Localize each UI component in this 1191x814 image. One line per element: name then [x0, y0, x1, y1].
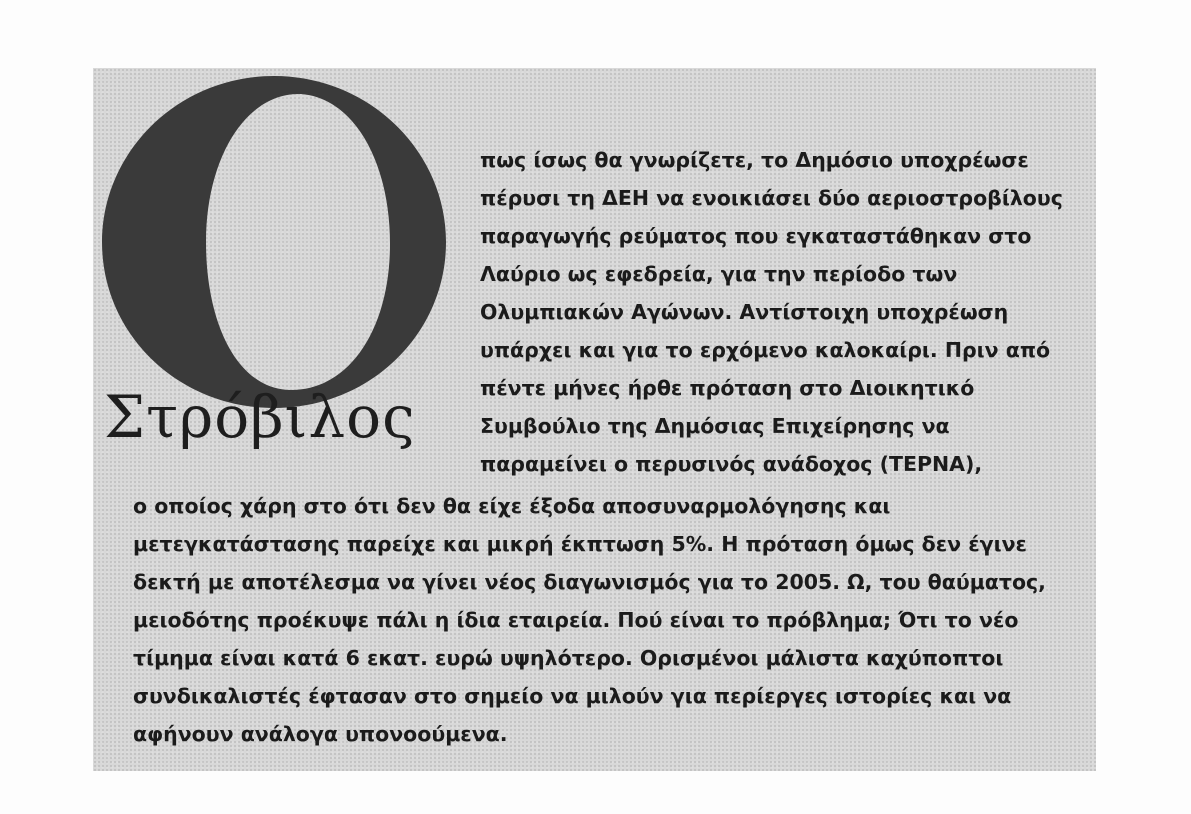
body-line: τίμημα είναι κατά 6 εκατ. ευρώ υψηλότερο. Ορισμένοι μάλιστα καχύποπτοι [133, 646, 1004, 670]
body-line: υπάρχει και για το ερχόμενο καλοκαίρι. Πριν από [480, 338, 1051, 362]
body-line: παραγωγής ρεύματος που εγκαταστάθηκαν στο [480, 224, 1032, 248]
body-line: πως ίσως θα γνωρίζετε, το Δημόσιο υποχρέωσε [480, 148, 1029, 172]
body-line: Λαύριο ως εφεδρεία, για την περίοδο των [480, 262, 958, 286]
body-line: δεκτή με αποτέλεσμα να γίνει νέος διαγωνισμός για το 2005. Ω, του θαύματος, [133, 570, 1046, 594]
body-line: Ολυμπιακών Αγώνων. Αντίστοιχη υποχρέωση [480, 300, 1009, 324]
article-title: Στρόβιλος [104, 383, 416, 451]
body-line: Συμβούλιο της Δημόσιας Επιχείρησης να [480, 414, 950, 438]
body-line: μειοδότης προέκυψε πάλι η ίδια εταιρεία. Πού είναι το πρόβλημα; Ότι το νέο [133, 608, 1019, 632]
body-line: συνδικαλιστές έφτασαν στο σημείο να μιλούν για περίεργες ιστορίες και να [133, 684, 1012, 708]
body-line: μετεγκατάστασης παρείχε και μικρή έκπτωση 5%. Η πρόταση όμως δεν έγινε [133, 532, 1027, 556]
body-line: ο οποίος χάρη στο ότι δεν θα είχε έξοδα αποσυναρμολόγησης και [133, 494, 891, 518]
body-line: πέρυσι τη ΔΕΗ να ενοικιάσει δύο αεριοστροβίλους [480, 186, 1063, 210]
body-line: αφήνουν ανάλογα υπονοούμενα. [133, 722, 508, 746]
body-line: παραμείνει ο περυσινός ανάδοχος (ΤΕΡΝΑ), [480, 452, 983, 476]
body-line: πέντε μήνες ήρθε πρόταση στο Διοικητικό [480, 376, 975, 400]
drop-cap-letter-o [96, 72, 452, 412]
